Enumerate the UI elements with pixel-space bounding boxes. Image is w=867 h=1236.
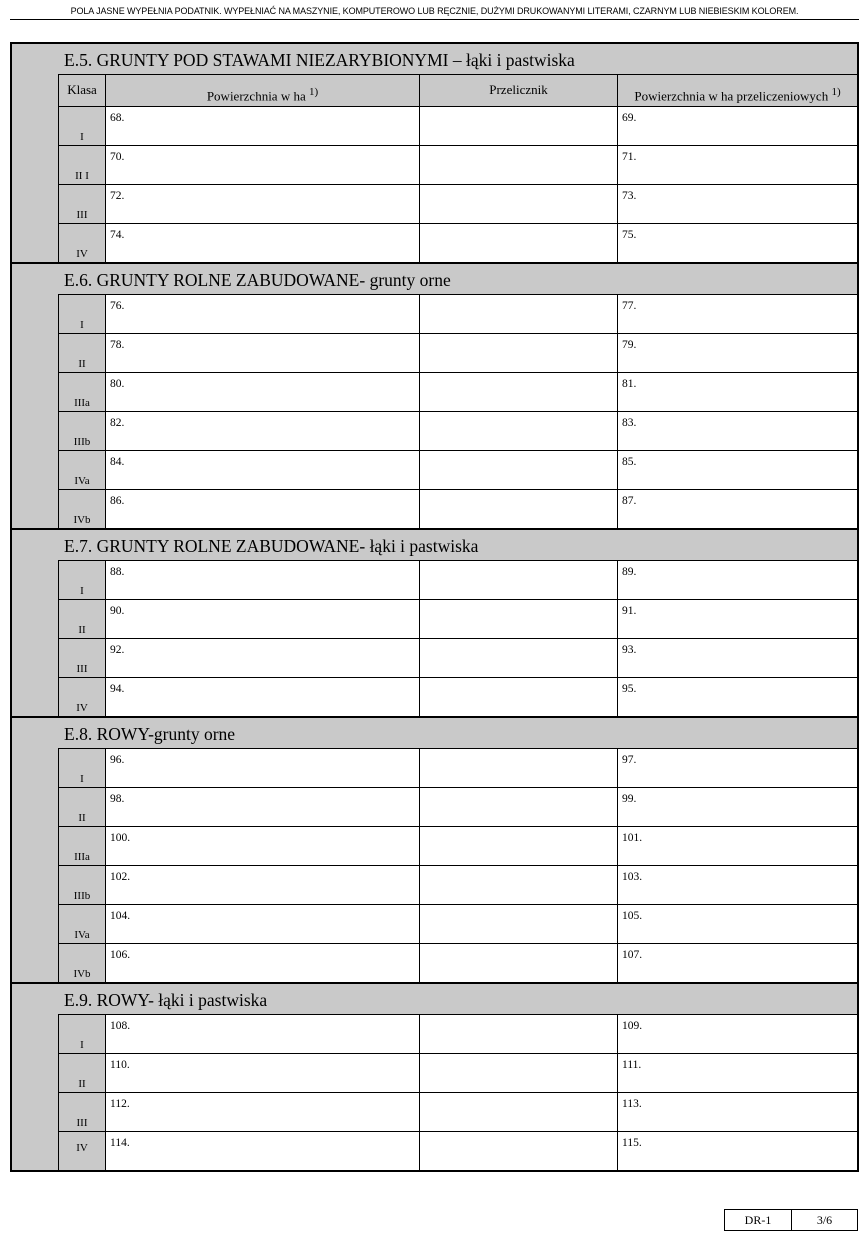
page-number: 3/6	[816, 1213, 833, 1227]
converted-area-field[interactable]	[618, 295, 857, 333]
converted-area-field[interactable]	[618, 944, 857, 982]
section-title: E.7. GRUNTY ROLNE ZABUDOWANE- łąki i pastwiska	[64, 536, 479, 556]
klasa-cell	[59, 295, 106, 333]
converted-area-field[interactable]	[618, 905, 857, 943]
field-number: 72.	[110, 190, 125, 202]
klasa-label: I	[80, 131, 84, 143]
klasa-label: IIIb	[73, 436, 91, 448]
area-field[interactable]	[106, 600, 420, 638]
klasa-label: III	[76, 663, 88, 675]
field-number: 99.	[622, 793, 637, 805]
klasa-label: I	[80, 585, 84, 597]
klasa-cell	[59, 1015, 106, 1053]
klasa-cell	[59, 490, 106, 528]
area-field[interactable]	[106, 678, 420, 716]
section-grid	[58, 1014, 857, 1170]
klasa-cell	[59, 412, 106, 450]
table-row	[59, 560, 857, 599]
field-number: 110.	[110, 1059, 130, 1071]
conversion-factor-field[interactable]	[420, 224, 618, 262]
area-field[interactable]	[106, 334, 420, 372]
area-field[interactable]	[106, 451, 420, 489]
area-field[interactable]	[106, 788, 420, 826]
area-field[interactable]	[106, 412, 420, 450]
conversion-factor-field[interactable]	[420, 866, 618, 904]
klasa-label: IVa	[74, 475, 90, 487]
klasa-label: III	[76, 209, 88, 221]
klasa-cell	[59, 561, 106, 599]
table-row	[59, 294, 857, 333]
section-title: E.8. ROWY-grunty orne	[64, 724, 236, 744]
table-row	[59, 145, 857, 184]
table-row	[59, 223, 857, 262]
field-number: 112.	[110, 1098, 130, 1110]
klasa-label: IV	[76, 702, 88, 714]
klasa-cell	[59, 185, 106, 223]
klasa-label: IIIa	[74, 397, 90, 409]
section-grid	[58, 294, 857, 528]
klasa-cell	[59, 749, 106, 787]
field-number: 68.	[110, 112, 125, 124]
field-number: 93.	[622, 644, 637, 656]
converted-area-field[interactable]	[618, 1093, 857, 1131]
area-field[interactable]	[106, 1132, 420, 1170]
area-field[interactable]	[106, 749, 420, 787]
area-field[interactable]	[106, 905, 420, 943]
klasa-cell	[59, 905, 106, 943]
field-number: 100.	[110, 832, 131, 844]
field-number: 107.	[622, 949, 643, 961]
field-number: 71.	[622, 151, 637, 163]
converted-area-field[interactable]	[618, 185, 857, 223]
field-number: 92.	[110, 644, 125, 656]
conversion-factor-field[interactable]	[420, 1093, 618, 1131]
table-row	[59, 638, 857, 677]
klasa-label: III	[76, 1117, 88, 1129]
converted-area-field[interactable]	[618, 146, 857, 184]
converted-area-field[interactable]	[618, 788, 857, 826]
converted-area-field[interactable]	[618, 678, 857, 716]
table-row	[59, 1131, 857, 1170]
klasa-cell	[59, 827, 106, 865]
field-number: 95.	[622, 683, 637, 695]
header-klasa: Klasa	[59, 75, 106, 106]
klasa-label: I	[80, 319, 84, 331]
converted-area-field[interactable]	[618, 600, 857, 638]
klasa-cell	[59, 107, 106, 145]
klasa-label: II	[78, 358, 86, 370]
section-title: E.9. ROWY- łąki i pastwiska	[64, 990, 268, 1010]
field-number: 113.	[622, 1098, 642, 1110]
klasa-label: IV	[76, 248, 88, 260]
field-number: 84.	[110, 456, 125, 468]
field-number: 111.	[622, 1059, 642, 1071]
klasa-label: II I	[75, 170, 89, 182]
klasa-label: I	[80, 773, 84, 785]
field-number: 102.	[110, 871, 131, 883]
table-row	[59, 372, 857, 411]
klasa-cell	[59, 451, 106, 489]
field-number: 96.	[110, 754, 125, 766]
section-e7	[12, 528, 857, 716]
conversion-factor-field[interactable]	[420, 1054, 618, 1092]
table-row	[59, 1092, 857, 1131]
section-title: E.5. GRUNTY POD STAWAMI NIEZARYBIONYMI – łąki i pastwiska	[64, 50, 575, 70]
conversion-factor-field[interactable]	[420, 373, 618, 411]
section-e6	[12, 262, 857, 528]
field-number: 115.	[622, 1137, 642, 1149]
area-field[interactable]	[106, 1015, 420, 1053]
area-field[interactable]	[106, 224, 420, 262]
field-number: 104.	[110, 910, 131, 922]
klasa-cell	[59, 1054, 106, 1092]
klasa-cell	[59, 944, 106, 982]
field-number: 106.	[110, 949, 131, 961]
table-row	[59, 1014, 857, 1053]
conversion-factor-field[interactable]	[420, 788, 618, 826]
conversion-factor-field[interactable]	[420, 334, 618, 372]
klasa-cell	[59, 373, 106, 411]
conversion-factor-field[interactable]	[420, 827, 618, 865]
conversion-factor-field[interactable]	[420, 295, 618, 333]
klasa-label: IIIb	[73, 890, 91, 902]
field-number: 81.	[622, 378, 637, 390]
converted-area-field[interactable]	[618, 373, 857, 411]
field-number: 90.	[110, 605, 125, 617]
field-number: 114.	[110, 1137, 130, 1149]
field-number: 103.	[622, 871, 643, 883]
klasa-label: II	[78, 812, 86, 824]
klasa-label: I	[80, 1039, 84, 1051]
conversion-factor-field[interactable]	[420, 678, 618, 716]
conversion-factor-field[interactable]	[420, 451, 618, 489]
field-number: 108.	[110, 1020, 131, 1032]
conversion-factor-field[interactable]	[420, 639, 618, 677]
table-row	[59, 1053, 857, 1092]
section-grid	[58, 560, 857, 716]
klasa-cell	[59, 1132, 106, 1170]
conversion-factor-field[interactable]	[420, 146, 618, 184]
converted-area-field[interactable]	[618, 561, 857, 599]
table-row	[59, 826, 857, 865]
area-field[interactable]	[106, 866, 420, 904]
klasa-label: IVb	[73, 968, 91, 980]
converted-area-field[interactable]	[618, 451, 857, 489]
table-row	[59, 677, 857, 716]
klasa-label: II	[78, 624, 86, 636]
form-code: DR-1	[725, 1210, 792, 1230]
field-number: 70.	[110, 151, 125, 163]
field-number: 76.	[110, 300, 125, 312]
klasa-label: IIIa	[74, 851, 90, 863]
area-field[interactable]	[106, 1054, 420, 1092]
section-title: E.6. GRUNTY ROLNE ZABUDOWANE- grunty orne	[64, 270, 451, 290]
klasa-cell	[59, 1093, 106, 1131]
field-number: 88.	[110, 566, 125, 578]
field-number: 89.	[622, 566, 637, 578]
area-field[interactable]	[106, 185, 420, 223]
field-number: 86.	[110, 495, 125, 507]
area-field[interactable]	[106, 1093, 420, 1131]
field-number: 91.	[622, 605, 637, 617]
klasa-label: IVa	[74, 929, 90, 941]
field-number: 83.	[622, 417, 637, 429]
converted-area-field[interactable]	[618, 1132, 857, 1170]
section-grid	[58, 748, 857, 982]
table-row	[59, 599, 857, 638]
area-field[interactable]	[106, 944, 420, 982]
area-field[interactable]	[106, 295, 420, 333]
klasa-label: IVb	[73, 514, 91, 526]
page-footer-box	[724, 1209, 858, 1231]
field-number: 78.	[110, 339, 125, 351]
table-row	[59, 450, 857, 489]
klasa-label: II	[78, 1078, 86, 1090]
field-number: 105.	[622, 910, 643, 922]
area-field[interactable]	[106, 373, 420, 411]
klasa-cell	[59, 224, 106, 262]
header-przeliczeniowa: Powierzchnia w ha przeliczeniowych $^{1)}$	[618, 75, 857, 106]
converted-area-field[interactable]	[618, 827, 857, 865]
field-number: 69.	[622, 112, 637, 124]
converted-area-field[interactable]	[618, 639, 857, 677]
field-number: 101.	[622, 832, 643, 844]
converted-area-field[interactable]	[618, 224, 857, 262]
klasa-cell	[59, 678, 106, 716]
conversion-factor-field[interactable]	[420, 1132, 618, 1170]
field-number: 80.	[110, 378, 125, 390]
field-number: 73.	[622, 190, 637, 202]
field-number: 74.	[110, 229, 125, 241]
conversion-factor-field[interactable]	[420, 490, 618, 528]
converted-area-field[interactable]	[618, 490, 857, 528]
header-przelicznik: Przelicznik	[420, 75, 618, 106]
converted-area-field[interactable]	[618, 1015, 857, 1053]
field-number: 77.	[622, 300, 637, 312]
converted-area-field[interactable]	[618, 334, 857, 372]
column-header-row	[59, 74, 857, 106]
field-number: 79.	[622, 339, 637, 351]
section-grid	[58, 74, 857, 262]
area-field[interactable]	[106, 107, 420, 145]
area-field[interactable]	[106, 146, 420, 184]
instruction-note: POLA JASNE WYPEŁNIA PODATNIK. WYPEŁNIAĆ NA MASZYNIE, KOMPUTEROWO LUB RĘCZNIE, DUŻYMI DRUKOWANYMI LITERAMI, CZARNYM LUB NIEBIESKIM KOLOREM.	[10, 0, 859, 20]
klasa-cell	[59, 334, 106, 372]
area-field[interactable]	[106, 561, 420, 599]
field-number: 75.	[622, 229, 637, 241]
field-number: 85.	[622, 456, 637, 468]
klasa-label: IV	[76, 1142, 88, 1154]
table-row	[59, 411, 857, 450]
table-row	[59, 333, 857, 372]
klasa-cell	[59, 600, 106, 638]
section-e5	[12, 44, 857, 262]
table-row	[59, 748, 857, 787]
conversion-factor-field[interactable]	[420, 600, 618, 638]
section-e8	[12, 716, 857, 982]
converted-area-field[interactable]	[618, 412, 857, 450]
klasa-cell	[59, 639, 106, 677]
field-number: 97.	[622, 754, 637, 766]
area-field[interactable]	[106, 827, 420, 865]
field-number: 87.	[622, 495, 637, 507]
converted-area-field[interactable]	[618, 1054, 857, 1092]
conversion-factor-field[interactable]	[420, 561, 618, 599]
area-field[interactable]	[106, 490, 420, 528]
conversion-factor-field[interactable]	[420, 905, 618, 943]
conversion-factor-field[interactable]	[420, 107, 618, 145]
klasa-cell	[59, 866, 106, 904]
conversion-factor-field[interactable]	[420, 749, 618, 787]
converted-area-field[interactable]	[618, 749, 857, 787]
klasa-cell	[59, 146, 106, 184]
field-number: 109.	[622, 1020, 643, 1032]
table-row	[59, 865, 857, 904]
field-number: 82.	[110, 417, 125, 429]
field-number: 94.	[110, 683, 125, 695]
table-row	[59, 787, 857, 826]
table-row	[59, 106, 857, 145]
converted-area-field[interactable]	[618, 866, 857, 904]
section-e9	[12, 982, 857, 1170]
table-row	[59, 489, 857, 528]
conversion-factor-field[interactable]	[420, 1015, 618, 1053]
header-powierzchnia: Powierzchnia w ha $^{1)}$	[106, 75, 420, 106]
conversion-factor-field[interactable]	[420, 185, 618, 223]
table-row	[59, 943, 857, 982]
conversion-factor-field[interactable]	[420, 412, 618, 450]
field-number: 98.	[110, 793, 125, 805]
table-row	[59, 904, 857, 943]
klasa-cell	[59, 788, 106, 826]
table-row	[59, 184, 857, 223]
converted-area-field[interactable]	[618, 107, 857, 145]
conversion-factor-field[interactable]	[420, 944, 618, 982]
land-classification-form	[10, 42, 859, 1172]
area-field[interactable]	[106, 639, 420, 677]
